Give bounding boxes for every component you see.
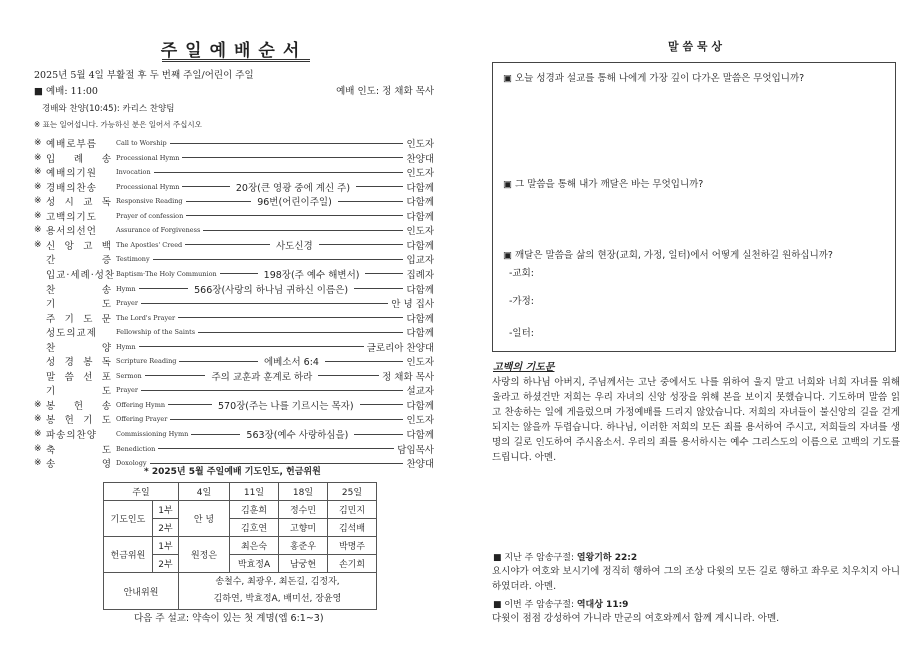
praise-time: 경배와 찬양(10:45): 카리스 찬양팀 xyxy=(42,104,175,114)
order-item xyxy=(34,354,434,368)
leader-line xyxy=(318,375,379,376)
page-title: 주일예배순서 xyxy=(160,41,308,61)
standing-mark: ※ xyxy=(34,181,42,192)
order-item-leader: 다함께 xyxy=(406,240,435,252)
worship-leader: 예배 인도: 정 채화 목사 xyxy=(336,86,434,97)
meditation-panel xyxy=(490,0,900,648)
order-item-leader: 다함께 xyxy=(406,182,435,194)
roster-header-cell: 25일 xyxy=(328,483,377,501)
order-item-english: Scripture Reading xyxy=(116,357,177,366)
order-item-leader: 다함께 xyxy=(406,284,435,296)
roster-cell: 김민지 xyxy=(328,501,377,519)
order-item-leader: 입교자 xyxy=(406,255,434,267)
order-item-english: Doxology xyxy=(116,459,147,468)
table-row xyxy=(104,573,377,610)
order-item-detail: 566장(사랑의 하나님 귀하신 이름은) xyxy=(194,284,349,296)
confession-title: 고백의 기도문 xyxy=(493,362,555,373)
order-item xyxy=(34,325,434,339)
order-of-worship-panel xyxy=(34,0,434,648)
leader-line xyxy=(170,419,403,420)
standing-mark: ※ xyxy=(34,138,42,148)
question-3: ▣ 깨달은 말씀을 삶의 현장(교회, 가정, 일터)에서 어떻게 실천하길 원하십니까? xyxy=(503,250,833,261)
roster-cell: 정수민 xyxy=(279,501,328,519)
order-item-name: 입교·세례·성찬 xyxy=(46,269,116,281)
roster-cell: 김훈희 xyxy=(230,501,279,519)
order-item-leader: 인도자 xyxy=(406,168,434,180)
this-week-verse: 다윗이 점점 강성하여 가니라 만군의 여호와께서 함께 계시니라. 아멘. xyxy=(492,613,780,624)
order-item-leader: 다함께 xyxy=(406,400,434,412)
order-item-english: Prayer of confession xyxy=(116,211,184,220)
leader-line xyxy=(145,375,206,376)
standing-mark: ※ xyxy=(34,414,42,425)
order-item-leader: 찬양대 xyxy=(406,153,434,165)
roster-cell: 홍준우 xyxy=(279,537,328,555)
order-item-name: 성 경 봉 독 xyxy=(46,357,112,369)
order-item-leader: 설교자 xyxy=(406,386,434,398)
order-item xyxy=(34,412,434,426)
leader-line xyxy=(186,215,403,216)
order-item-name: 입 례 송 xyxy=(46,153,112,165)
order-item-name: 말 씀 선 포 xyxy=(46,371,112,383)
order-item xyxy=(34,311,434,325)
order-item-english: Fellowship of the Saints xyxy=(116,328,196,337)
order-item-name: 예배의기원 xyxy=(46,168,97,180)
leader-line xyxy=(356,186,403,187)
roster-cell: 김호연 xyxy=(230,519,279,537)
order-item-english: Sermon xyxy=(116,371,142,380)
table-row xyxy=(104,483,377,501)
order-item-name: 간 증 xyxy=(46,255,112,267)
order-item-name: 기 도 xyxy=(46,299,112,311)
order-item-leader: 다함께 xyxy=(406,430,434,441)
leader-line xyxy=(203,230,403,231)
standing-mark: ※ xyxy=(34,399,42,410)
service-label: 1부 xyxy=(152,537,178,555)
roster-cell: 박명주 xyxy=(328,537,377,555)
leader-line xyxy=(198,332,403,333)
standing-mark: ※ xyxy=(34,429,42,439)
order-item-name: 성 시 교 독 xyxy=(46,197,112,209)
order-item xyxy=(34,151,434,165)
service-label: 2부 xyxy=(152,519,178,537)
service-label: 1부 xyxy=(152,501,178,519)
standing-mark: ※ xyxy=(34,239,42,250)
order-item-leader: 인도자 xyxy=(406,415,434,427)
usher-line: 김하연, 박효정A, 배미선, 장윤영 xyxy=(213,594,342,604)
leader-line xyxy=(139,288,188,289)
order-item-name: 파송의찬양 xyxy=(46,430,97,441)
leader-line xyxy=(338,201,404,202)
standing-note: ※ 표는 일어섭니다. 가능하신 분은 일어서 주십시오 xyxy=(34,120,202,129)
meditation-box xyxy=(492,62,896,352)
order-item-leader: 찬양대 xyxy=(406,459,434,471)
order-item-leader: 다함께 xyxy=(406,313,434,325)
service-label: 2부 xyxy=(152,555,178,573)
standing-mark: ※ xyxy=(34,210,42,221)
order-item-english: Benediction xyxy=(116,444,156,453)
last-week-verse: 요시야가 여호와 보시기에 정직히 행하여 그의 조상 다윗의 모든 길로 행하고 좌우로 치우치지 아니하였더라. 아멘. xyxy=(492,566,900,592)
order-item xyxy=(34,398,434,412)
usher-line: 송철수, 최광우, 최돈길, 김정자, xyxy=(215,577,340,587)
leader-line xyxy=(186,201,252,202)
roster-table xyxy=(103,482,377,610)
standing-mark: ※ xyxy=(34,152,42,163)
last-week-verse-heading xyxy=(493,550,637,563)
table-row xyxy=(104,501,377,519)
next-sermon: 다음 주 설교: 약속이 있는 첫 계명(엡 6:1~3) xyxy=(134,613,324,624)
order-item-leader: 다함께 xyxy=(406,211,434,223)
order-item-detail: 570장(주는 나를 기르시는 목자) xyxy=(218,400,354,412)
order-item-name: 기 도 xyxy=(46,386,112,398)
standing-mark: ※ xyxy=(34,225,42,236)
standing-mark: ※ xyxy=(34,458,42,469)
order-item xyxy=(34,282,434,296)
order-item-english: Call to Worship xyxy=(116,139,167,147)
order-item-name: 봉 헌 기 도 xyxy=(46,415,112,427)
order-item-english: Baptism·The Holy Communion xyxy=(116,269,217,278)
order-item-detail: 주의 교훈과 훈계로 하라 xyxy=(211,371,313,383)
order-item-detail: 563장(예수 사랑하심을) xyxy=(246,430,349,441)
roster-label: 헌금위원 xyxy=(104,537,153,573)
leader-line xyxy=(179,361,257,362)
leader-line xyxy=(319,244,404,245)
roster-label: 안내위원 xyxy=(104,573,179,610)
order-item-name: 신 앙 고 백 xyxy=(46,240,112,252)
leader-line xyxy=(182,157,403,158)
roster-cell: 손기희 xyxy=(328,555,377,573)
roster-header-cell: 주일 xyxy=(104,483,179,501)
order-item-english: Prayer xyxy=(116,299,138,308)
order-item xyxy=(34,296,434,310)
leader-line xyxy=(178,317,403,318)
order-item-english: Testimony xyxy=(116,255,150,264)
standing-mark: ※ xyxy=(34,167,42,178)
leader-line xyxy=(325,361,403,362)
order-item xyxy=(34,442,434,456)
order-item-name: 봉 헌 송 xyxy=(46,400,112,412)
leader-line xyxy=(141,303,388,304)
leader-line xyxy=(154,172,404,173)
order-item-leader: 글로리아 찬양대 xyxy=(366,342,434,354)
answer-work[interactable]: -일터: xyxy=(509,328,534,339)
answer-church[interactable]: -교회: xyxy=(509,268,534,279)
order-item-english: Hymn xyxy=(116,284,136,293)
roster-cell: 김석배 xyxy=(328,519,377,537)
leader-line xyxy=(141,390,403,391)
meditation-title: 말 씀 묵 상 xyxy=(668,40,722,53)
usher-cell xyxy=(179,573,377,610)
roster-cell: 남궁현 xyxy=(279,555,328,573)
order-item-leader: 인도자 xyxy=(406,226,434,238)
order-item xyxy=(34,383,434,397)
order-item-english: Processional Hymn xyxy=(116,153,180,162)
answer-home[interactable]: -가정: xyxy=(509,296,534,307)
title-underline xyxy=(162,59,310,60)
order-item xyxy=(34,340,434,354)
table-row xyxy=(104,537,377,555)
order-item xyxy=(34,267,434,281)
order-item-english: Invocation xyxy=(116,168,151,177)
date-line: 2025년 5월 4일 부활절 후 두 번째 주일/어린이 주일 xyxy=(34,70,254,81)
roster-cell: 최은숙 xyxy=(230,537,279,555)
leader-line xyxy=(191,434,240,435)
order-item-detail: 96번(어린이주일) xyxy=(257,197,332,209)
leader-line xyxy=(168,404,212,405)
order-item xyxy=(34,427,434,441)
leader-line xyxy=(354,434,403,435)
order-item xyxy=(34,165,434,179)
leader-line xyxy=(365,273,403,274)
leader-line xyxy=(153,259,404,260)
order-item-name: 주 기 도 문 xyxy=(46,313,112,325)
roster-cell: 고향미 xyxy=(279,519,328,537)
order-item-english: The Lord's Prayer xyxy=(116,313,176,322)
order-item-leader: 정 채화 목사 xyxy=(382,371,435,383)
order-item-leader: 다함께 xyxy=(406,197,434,209)
order-item xyxy=(34,194,434,208)
this-week-label: ■ 이번 주 암송구절: xyxy=(493,600,577,610)
order-item-leader: 담임목사 xyxy=(397,444,434,456)
leader-line xyxy=(220,273,258,274)
order-item-leader: 다함께 xyxy=(406,328,434,340)
order-item-english: Commissioning Hymn xyxy=(116,430,189,438)
order-item xyxy=(34,136,434,150)
order-item-english: Hymn xyxy=(116,342,136,351)
roster-header-cell: 18일 xyxy=(279,483,328,501)
question-1: ▣ 오늘 성경과 설교를 통해 나에게 가장 깊이 다가온 말씀은 무엇입니까? xyxy=(503,73,805,84)
this-week-verse-heading xyxy=(493,597,628,610)
order-item-name: 성도의교제 xyxy=(46,328,97,340)
leader-line xyxy=(182,186,229,187)
order-item-name: 용서의선언 xyxy=(46,226,97,238)
order-item-leader: 인도자 xyxy=(406,357,434,369)
roster-label: 기도인도 xyxy=(104,501,153,537)
order-item-english: Prayer xyxy=(116,386,138,395)
order-item-leader: 집례자 xyxy=(406,269,434,281)
last-week-ref: 열왕기하 22:2 xyxy=(576,553,638,563)
order-item xyxy=(34,369,434,383)
leader-line xyxy=(185,244,270,245)
order-item-english: Offering Prayer xyxy=(116,415,168,424)
leader-line xyxy=(158,448,394,449)
roster-title: * 2025년 5월 주일예배 기도인도, 헌금위원 xyxy=(144,467,321,477)
question-2: ▣ 그 말씀을 통해 내가 깨달은 바는 무엇입니까? xyxy=(503,179,704,190)
order-item xyxy=(34,252,434,266)
order-item-english: Processional Hymn xyxy=(116,182,180,191)
order-item xyxy=(34,238,434,252)
roster-cell: 안 녕 xyxy=(179,501,230,537)
order-item-name: 송 영 xyxy=(46,459,112,471)
order-item-english: Offering Hymn xyxy=(116,400,166,409)
order-item xyxy=(34,180,434,194)
leader-line xyxy=(139,346,364,347)
order-item-detail: 에베소서 6:4 xyxy=(263,357,319,369)
roster-header-cell: 4일 xyxy=(179,483,230,501)
order-item-leader: 안 녕 집사 xyxy=(391,299,434,311)
order-item-name: 찬 송 xyxy=(46,284,112,296)
standing-mark: ※ xyxy=(34,196,42,207)
leader-line xyxy=(354,288,403,289)
leader-line xyxy=(170,143,404,144)
order-item-detail: 198장(주 예수 해변서) xyxy=(263,269,360,281)
roster-header-cell: 11일 xyxy=(230,483,279,501)
order-item-name: 경배의찬송 xyxy=(46,182,97,194)
this-week-ref: 역대상 11:9 xyxy=(576,600,629,610)
title-underline-2 xyxy=(162,61,310,62)
order-item-detail: 사도신경 xyxy=(275,240,313,252)
order-item xyxy=(34,223,434,237)
roster-cell: 박효정A xyxy=(230,555,279,573)
order-item-english: The Apostles' Creed xyxy=(116,240,183,249)
worship-time: ■ 예배: 11:00 xyxy=(34,86,98,97)
last-week-label: ■ 지난 주 암송구절: xyxy=(493,553,577,563)
order-item-name: 축 도 xyxy=(46,444,112,456)
order-item-name: 찬 양 xyxy=(46,342,112,354)
order-item xyxy=(34,209,434,223)
leader-line xyxy=(360,404,404,405)
confession-text: 사랑의 하나님 아버지, 주님께서는 고난 중에서도 나를 위하여 울지 말고 너희와 너희 자녀를 위해 울라고 하셨건만 저희는 우리 자녀의 신앙 성장을 위해 본을 보이지 못했습니다. 기도하며 말씀 읽고 찬송하는 일에 게을렀으며 가정예배를 드리지 않았습니다. 저희의 자녀들이 불신앙의 길을 걷게 되지는 않을까 두렵습니다. 하나님, 이러한 저희의 모든 죄를 용서하여 주시고, 저희들의 자녀를 생명의 길로 인도하여 주시옵소서. 우리의 죄를 용서하시는 예수 그리스도의 이름으로 고백의 기도를 드립니다. 아멘. xyxy=(492,377,900,463)
order-item-english: Responsive Reading xyxy=(116,197,183,206)
roster-cell: 원정은 xyxy=(179,537,230,573)
order-item-name: 고백의기도 xyxy=(46,211,97,223)
order-item-name: 예배로부름 xyxy=(46,139,97,150)
order-item-detail: 20장(큰 영광 중에 계신 주) xyxy=(235,182,351,194)
order-item-leader: 인도자 xyxy=(406,139,434,150)
standing-mark: ※ xyxy=(34,443,42,454)
order-item-english: Assurance of Forgiveness xyxy=(116,226,201,235)
